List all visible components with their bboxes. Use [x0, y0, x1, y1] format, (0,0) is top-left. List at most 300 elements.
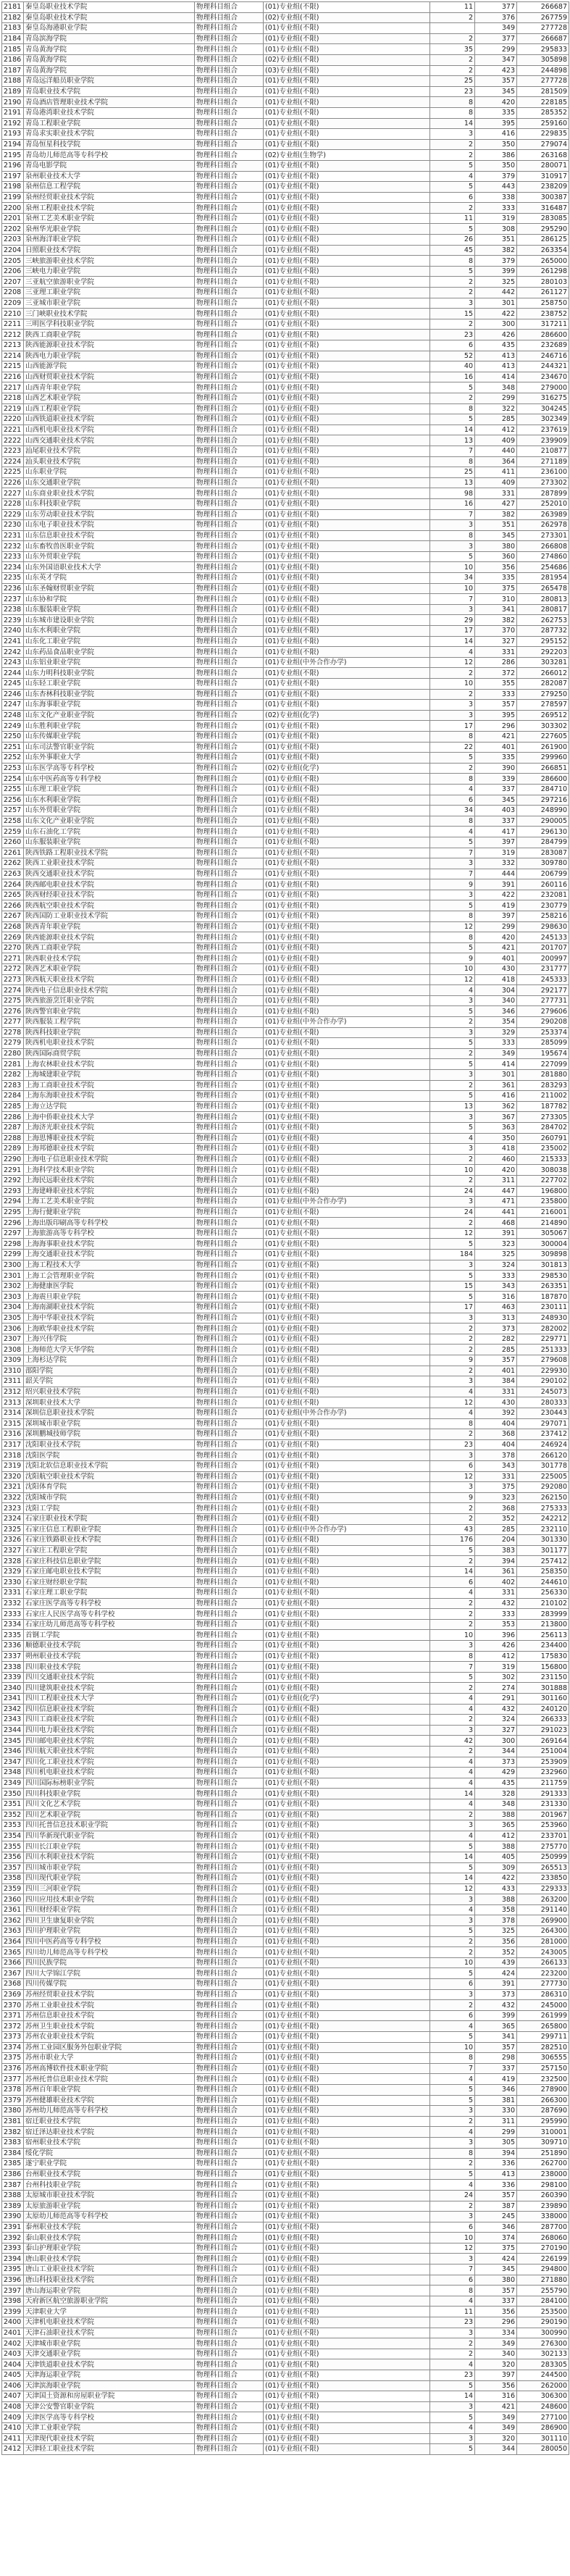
seq-number-cell: 2262 [2, 858, 24, 869]
min-score-cell: 382 [475, 509, 517, 520]
school-name-cell: 唐山科技职业技术学院 [24, 2275, 195, 2286]
table-row [2, 1841, 569, 1852]
seq-number-cell: 2401 [2, 2328, 24, 2338]
subject-combination-cell: 物理科目组合 [195, 1334, 264, 1345]
min-score-cell: 340 [475, 995, 517, 1006]
major-group-cell: (01)专业组(不限) [264, 2053, 430, 2064]
seq-number-cell: 2403 [2, 2349, 24, 2359]
seq-number-cell: 2371 [2, 2010, 24, 2021]
plan-count-cell: 24 [430, 1186, 475, 1197]
school-name-cell: 石家庄职业技术学院 [24, 1513, 195, 1524]
plan-count-cell: 10 [430, 1165, 475, 1176]
min-rank-cell: 258750 [517, 298, 569, 309]
major-group-cell: (01)专业组(不限) [264, 1133, 430, 1144]
plan-count-cell: 5 [430, 2412, 475, 2423]
plan-count-cell: 34 [430, 806, 475, 816]
min-rank-cell: 214890 [517, 1218, 569, 1229]
min-score-cell: 426 [475, 1641, 517, 1652]
table-row [2, 562, 569, 573]
school-name-cell: 汕头职业技术学院 [24, 456, 195, 467]
table-row [2, 551, 569, 562]
min-score-cell: 419 [475, 2074, 517, 2085]
seq-number-cell: 2300 [2, 1260, 24, 1271]
major-group-cell: (01)专业组(不限) [264, 1271, 430, 1281]
major-group-cell: (01)专业组(不限) [264, 1915, 430, 1926]
seq-number-cell: 2329 [2, 1566, 24, 1577]
major-group-cell: (01)专业组(不限) [264, 118, 430, 129]
table-row [2, 76, 569, 87]
min-rank-cell: 262700 [517, 2159, 569, 2170]
school-name-cell: 山西交通职业技术学院 [24, 435, 195, 446]
min-score-cell: 471 [475, 1197, 517, 1208]
subject-combination-cell: 物理科目组合 [195, 1471, 264, 1482]
table-row [2, 1334, 569, 1345]
seq-number-cell: 2189 [2, 86, 24, 97]
min-rank-cell: 266333 [517, 1715, 569, 1726]
table-row [2, 520, 569, 531]
min-score-cell: 424 [475, 1968, 517, 1979]
min-rank-cell: 195674 [517, 1048, 569, 1059]
min-score-cell: 285 [475, 1345, 517, 1355]
subject-combination-cell: 物理科目组合 [195, 679, 264, 690]
school-name-cell: 四川水利职业技术学院 [24, 1852, 195, 1862]
plan-count-cell: 3 [430, 2254, 475, 2265]
min-score-cell: 286 [475, 657, 517, 668]
major-group-cell: (01)专业组(不限) [264, 2359, 430, 2370]
min-score-cell: 414 [475, 372, 517, 382]
table-row [2, 1672, 569, 1683]
subject-combination-cell: 物理科目组合 [195, 710, 264, 721]
min-score-cell: 419 [475, 900, 517, 911]
table-row [2, 2127, 569, 2138]
plan-count-cell: 4 [430, 2127, 475, 2138]
min-score-cell: 370 [475, 626, 517, 637]
plan-count-cell: 5 [430, 182, 475, 193]
major-group-cell: (01)专业组(不限) [264, 235, 430, 246]
major-group-cell: (01)专业组(不限) [264, 879, 430, 890]
min-score-cell: 309 [475, 1862, 517, 1873]
seq-number-cell: 2313 [2, 1397, 24, 1408]
school-name-cell: 邵阳学院 [24, 1366, 195, 1376]
major-group-cell: (01)专业组(不限) [264, 192, 430, 203]
seq-number-cell: 2355 [2, 1841, 24, 1852]
table-row [2, 2233, 569, 2243]
major-group-cell: (01)专业组(不限) [264, 594, 430, 605]
subject-combination-cell: 物理科目组合 [195, 2380, 264, 2391]
plan-count-cell: 11 [430, 2, 475, 13]
min-score-cell: 414 [475, 1059, 517, 1070]
table-row [2, 256, 569, 267]
min-rank-cell: 284799 [517, 837, 569, 848]
min-rank-cell: 287732 [517, 626, 569, 637]
subject-combination-cell: 物理科目组合 [195, 1207, 264, 1218]
min-rank-cell: 244321 [517, 361, 569, 372]
school-name-cell: 太原旅游职业学院 [24, 2201, 195, 2212]
table-row [2, 1080, 569, 1091]
major-group-cell: (01)专业组(不限) [264, 1165, 430, 1176]
min-score-cell: 349 [475, 2338, 517, 2349]
seq-number-cell: 2386 [2, 2169, 24, 2180]
min-rank-cell: 281954 [517, 573, 569, 584]
seq-number-cell: 2265 [2, 890, 24, 900]
plan-count-cell: 40 [430, 361, 475, 372]
min-score-cell: 394 [475, 2148, 517, 2159]
subject-combination-cell: 物理科目组合 [195, 869, 264, 879]
major-group-cell: (01)专业组(不限) [264, 615, 430, 626]
min-score-cell: 361 [475, 1080, 517, 1091]
seq-number-cell: 2191 [2, 107, 24, 118]
plan-count-cell: 5 [430, 837, 475, 848]
table-row [2, 2412, 569, 2423]
min-rank-cell: 338000 [517, 2212, 569, 2222]
plan-count-cell: 3 [430, 2401, 475, 2412]
subject-combination-cell: 物理科目组合 [195, 2296, 264, 2307]
major-group-cell: (01)专业组(不限) [264, 1250, 430, 1260]
min-score-cell: 364 [475, 456, 517, 467]
subject-combination-cell: 物理科目组合 [195, 12, 264, 23]
subject-combination-cell: 物理科目组合 [195, 2137, 264, 2148]
subject-combination-cell: 物理科目组合 [195, 2222, 264, 2233]
major-group-cell: (01)专业组(不限) [264, 1091, 430, 1102]
table-row [2, 1979, 569, 1990]
major-group-cell: (01)专业组(不限) [264, 1355, 430, 1366]
subject-combination-cell: 物理科目组合 [195, 1936, 264, 1947]
plan-count-cell: 5 [430, 266, 475, 277]
seq-number-cell: 2377 [2, 2074, 24, 2085]
table-row [2, 1862, 569, 1873]
seq-number-cell: 2315 [2, 1418, 24, 1429]
subject-combination-cell: 物理科目组合 [195, 1228, 264, 1239]
plan-count-cell: 10 [430, 964, 475, 975]
min-score-cell: 405 [475, 1852, 517, 1862]
major-group-cell: (01)专业组(不限) [264, 203, 430, 214]
school-name-cell: 天津职业大学 [24, 2307, 195, 2317]
school-name-cell: 陕西科技职业学院 [24, 1027, 195, 1038]
major-group-cell: (01)专业组(不限) [264, 1566, 430, 1577]
school-name-cell: 陕西财经职业技术学院 [24, 890, 195, 900]
school-name-cell: 四川信息职业技术学院 [24, 1704, 195, 1715]
school-name-cell: 青岛黄海学院 [24, 65, 195, 76]
school-name-cell: 山东商业职业技术学院 [24, 488, 195, 499]
plan-count-cell: 6 [430, 1979, 475, 1990]
major-group-cell: (01)专业组(不限) [264, 2444, 430, 2455]
subject-combination-cell: 物理科目组合 [195, 65, 264, 76]
min-score-cell: 378 [475, 1915, 517, 1926]
subject-combination-cell: 物理科目组合 [195, 921, 264, 932]
subject-combination-cell: 物理科目组合 [195, 1503, 264, 1514]
plan-count-cell: 4 [430, 1387, 475, 1397]
seq-number-cell: 2332 [2, 1598, 24, 1609]
table-row [2, 1091, 569, 1102]
plan-count-cell: 2 [430, 288, 475, 298]
min-score-cell: 420 [475, 97, 517, 108]
min-rank-cell: 235800 [517, 1197, 569, 1208]
plan-count-cell: 6 [430, 340, 475, 351]
seq-number-cell: 2382 [2, 2127, 24, 2138]
min-score-cell: 329 [475, 1027, 517, 1038]
min-score-cell: 412 [475, 425, 517, 435]
school-name-cell: 上海农林职业技术学院 [24, 1059, 195, 1070]
table-row [2, 1376, 569, 1387]
table-row [2, 1218, 569, 1229]
plan-count-cell: 10 [430, 2042, 475, 2053]
min-rank-cell: 248930 [517, 1313, 569, 1323]
seq-number-cell: 2345 [2, 1736, 24, 1747]
min-score-cell: 432 [475, 1598, 517, 1609]
school-name-cell: 上海电子信息职业技术学院 [24, 1154, 195, 1165]
table-row [2, 1154, 569, 1165]
min-rank-cell: 284702 [517, 1122, 569, 1133]
seq-number-cell: 2305 [2, 1313, 24, 1323]
subject-combination-cell: 物理科目组合 [195, 1239, 264, 1250]
min-rank-cell: 309710 [517, 2137, 569, 2148]
school-name-cell: 台州科技职业学院 [24, 2180, 195, 2191]
subject-combination-cell: 物理科目组合 [195, 192, 264, 203]
seq-number-cell: 2373 [2, 2032, 24, 2043]
plan-count-cell: 8 [430, 1651, 475, 1662]
table-row [2, 2338, 569, 2349]
plan-count-cell: 3 [430, 1112, 475, 1123]
min-score-cell: 422 [475, 309, 517, 319]
table-row [2, 1936, 569, 1947]
major-group-cell: (01)专业组(不限) [264, 1577, 430, 1588]
major-group-cell: (01)专业组(不限) [264, 2338, 430, 2349]
min-score-cell: 332 [475, 858, 517, 869]
school-name-cell: 深圳城市职业学院 [24, 1418, 195, 1429]
seq-number-cell: 2408 [2, 2401, 24, 2412]
min-rank-cell: 264300 [517, 1926, 569, 1937]
min-score-cell: 375 [475, 583, 517, 594]
major-group-cell: (01)专业组(不限) [264, 2000, 430, 2011]
subject-combination-cell: 物理科目组合 [195, 319, 264, 330]
subject-combination-cell: 物理科目组合 [195, 1408, 264, 1418]
subject-combination-cell: 物理科目组合 [195, 2433, 264, 2444]
min-score-cell: 333 [475, 1038, 517, 1049]
major-group-cell: (01)专业组(不限) [264, 2222, 430, 2233]
school-name-cell: 泉州工程职业技术学院 [24, 203, 195, 214]
plan-count-cell: 2 [430, 203, 475, 214]
admission-score-table [1, 1, 569, 2455]
subject-combination-cell: 物理科目组合 [195, 288, 264, 298]
table-row [2, 2201, 569, 2212]
table-row [2, 1789, 569, 1799]
subject-combination-cell: 物理科目组合 [195, 520, 264, 531]
table-row [2, 1239, 569, 1250]
min-rank-cell: 229771 [517, 1334, 569, 1345]
min-rank-cell: 303281 [517, 657, 569, 668]
subject-combination-cell: 物理科目组合 [195, 985, 264, 996]
subject-combination-cell: 物理科目组合 [195, 1038, 264, 1049]
plan-count-cell: 2 [430, 277, 475, 288]
table-row [2, 2296, 569, 2307]
major-group-cell: (01)专业组(不限) [264, 2095, 430, 2106]
major-group-cell: (01)专业组(不限) [264, 213, 430, 224]
school-name-cell: 泉州华光职业学院 [24, 224, 195, 235]
subject-combination-cell: 物理科目组合 [195, 107, 264, 118]
subject-combination-cell: 物理科目组合 [195, 1545, 264, 1556]
table-row [2, 2116, 569, 2127]
major-group-cell: (01)专业组(不限) [264, 2380, 430, 2391]
table-row [2, 964, 569, 975]
plan-count-cell: 14 [430, 1852, 475, 1862]
subject-combination-cell: 物理科目组合 [195, 372, 264, 382]
min-rank-cell: 291140 [517, 1904, 569, 1915]
seq-number-cell: 2293 [2, 1186, 24, 1197]
table-row [2, 541, 569, 552]
seq-number-cell: 2288 [2, 1133, 24, 1144]
seq-number-cell: 2396 [2, 2275, 24, 2286]
major-group-cell: (01)专业组(不限) [264, 393, 430, 403]
min-score-cell: 305 [475, 2137, 517, 2148]
table-row [2, 1641, 569, 1652]
table-row [2, 319, 569, 330]
min-score-cell: 338 [475, 192, 517, 203]
table-row [2, 594, 569, 605]
seq-number-cell: 2325 [2, 1524, 24, 1535]
subject-combination-cell: 物理科目组合 [195, 827, 264, 837]
seq-number-cell: 2303 [2, 1292, 24, 1302]
plan-count-cell: 2 [430, 1683, 475, 1694]
subject-combination-cell: 物理科目组合 [195, 615, 264, 626]
school-name-cell: 沈阳航空职业技术学院 [24, 1471, 195, 1482]
school-name-cell: 山东电子职业技术学院 [24, 520, 195, 531]
min-score-cell: 412 [475, 1831, 517, 1841]
school-name-cell: 天津石油职业技术学院 [24, 2328, 195, 2338]
plan-count-cell: 52 [430, 351, 475, 361]
table-row [2, 1852, 569, 1862]
subject-combination-cell: 物理科目组合 [195, 2349, 264, 2359]
plan-count-cell: 7 [430, 2265, 475, 2275]
table-row [2, 985, 569, 996]
min-rank-cell: 254686 [517, 562, 569, 573]
min-score-cell: 274 [475, 1683, 517, 1694]
school-name-cell: 太原城市职业技术学院 [24, 2190, 195, 2201]
major-group-cell: (01)专业组(不限) [264, 1989, 430, 2000]
min-rank-cell: 263200 [517, 1894, 569, 1905]
plan-count-cell: 176 [430, 1535, 475, 1546]
min-score-cell: 298 [475, 2053, 517, 2064]
seq-number-cell: 2384 [2, 2148, 24, 2159]
major-group-cell: (01)专业组(不限) [264, 1101, 430, 1112]
seq-number-cell: 2246 [2, 689, 24, 700]
min-score-cell: 325 [475, 277, 517, 288]
major-group-cell: (01)专业组(不限) [264, 573, 430, 584]
min-score-cell: 355 [475, 679, 517, 690]
table-row [2, 890, 569, 900]
seq-number-cell: 2226 [2, 477, 24, 488]
subject-combination-cell: 物理科目组合 [195, 1418, 264, 1429]
major-group-cell: (01)专业组(不限) [264, 932, 430, 943]
school-name-cell: 沈阳北软信息职业技术学院 [24, 1460, 195, 1471]
min-score-cell: 333 [475, 689, 517, 700]
min-rank-cell: 301330 [517, 1535, 569, 1546]
seq-number-cell: 2194 [2, 139, 24, 150]
school-name-cell: 陕西交通职业技术学院 [24, 869, 195, 879]
school-name-cell: 四川航天职业技术学院 [24, 1746, 195, 1757]
table-row [2, 1662, 569, 1673]
seq-number-cell: 2276 [2, 1006, 24, 1017]
plan-count-cell: 6 [430, 2222, 475, 2233]
school-name-cell: 山东传媒职业学院 [24, 731, 195, 742]
school-name-cell: 山东文化产业职业学院 [24, 710, 195, 721]
table-row [2, 806, 569, 816]
min-rank-cell: 262978 [517, 520, 569, 531]
school-name-cell: 顺德职业技术学院 [24, 1641, 195, 1652]
seq-number-cell: 2339 [2, 1672, 24, 1683]
subject-combination-cell: 物理科目组合 [195, 562, 264, 573]
plan-count-cell: 5 [430, 1239, 475, 1250]
major-group-cell: (01)专业组(不限) [264, 2307, 430, 2317]
table-row [2, 1556, 569, 1567]
plan-count-cell: 2 [430, 1218, 475, 1229]
min-score-cell: 380 [475, 2275, 517, 2286]
seq-number-cell: 2245 [2, 679, 24, 690]
major-group-cell: (01)专业组(不限) [264, 414, 430, 425]
major-group-cell: (01)专业组(中外合作办学) [264, 1524, 430, 1535]
min-rank-cell: 210102 [517, 1598, 569, 1609]
subject-combination-cell: 物理科目组合 [195, 942, 264, 953]
plan-count-cell: 2 [430, 1513, 475, 1524]
min-rank-cell: 296130 [517, 827, 569, 837]
subject-combination-cell: 物理科目组合 [195, 2412, 264, 2423]
school-name-cell: 陕西国际商贸学院 [24, 1048, 195, 1059]
subject-combination-cell: 物理科目组合 [195, 1736, 264, 1747]
school-name-cell: 上海杉达学院 [24, 1355, 195, 1366]
seq-number-cell: 2321 [2, 1482, 24, 1493]
plan-count-cell: 15 [430, 1281, 475, 1292]
subject-combination-cell: 物理科目组合 [195, 837, 264, 848]
min-rank-cell: 277730 [517, 1979, 569, 1990]
plan-count-cell: 10 [430, 562, 475, 573]
subject-combination-cell: 物理科目组合 [195, 2286, 264, 2296]
seq-number-cell: 2224 [2, 456, 24, 467]
plan-count-cell: 2 [430, 1936, 475, 1947]
plan-count-cell: 2 [430, 1556, 475, 1567]
seq-number-cell: 2197 [2, 171, 24, 182]
min-rank-cell: 234400 [517, 1641, 569, 1652]
min-score-cell: 352 [475, 1947, 517, 1958]
subject-combination-cell: 物理科目组合 [195, 1492, 264, 1503]
seq-number-cell: 2394 [2, 2254, 24, 2265]
table-row [2, 414, 569, 425]
table-row [2, 2032, 569, 2043]
min-rank-cell: 211759 [517, 1778, 569, 1789]
major-group-cell: (01)专业组(不限) [264, 2212, 430, 2222]
table-row [2, 1947, 569, 1958]
seq-number-cell: 2272 [2, 964, 24, 975]
table-row [2, 2286, 569, 2296]
min-rank-cell: 282087 [517, 679, 569, 690]
major-group-cell: (02)专业组(生物学) [264, 150, 430, 161]
min-score-cell: 316 [475, 1292, 517, 1302]
table-row [2, 869, 569, 879]
school-name-cell: 山东化工职业学院 [24, 636, 195, 647]
subject-combination-cell: 物理科目组合 [195, 858, 264, 869]
min-score-cell: 360 [475, 551, 517, 562]
subject-combination-cell: 物理科目组合 [195, 1841, 264, 1852]
min-rank-cell: 253500 [517, 2307, 569, 2317]
subject-combination-cell: 物理科目组合 [195, 509, 264, 520]
school-name-cell: 山东外贸职业学院 [24, 551, 195, 562]
table-row [2, 372, 569, 382]
subject-combination-cell: 物理科目组合 [195, 1883, 264, 1894]
major-group-cell: (01)专业组(不限) [264, 636, 430, 647]
min-rank-cell: 229835 [517, 129, 569, 140]
seq-number-cell: 2183 [2, 23, 24, 34]
seq-number-cell: 2201 [2, 213, 24, 224]
table-row [2, 858, 569, 869]
plan-count-cell [430, 23, 475, 34]
